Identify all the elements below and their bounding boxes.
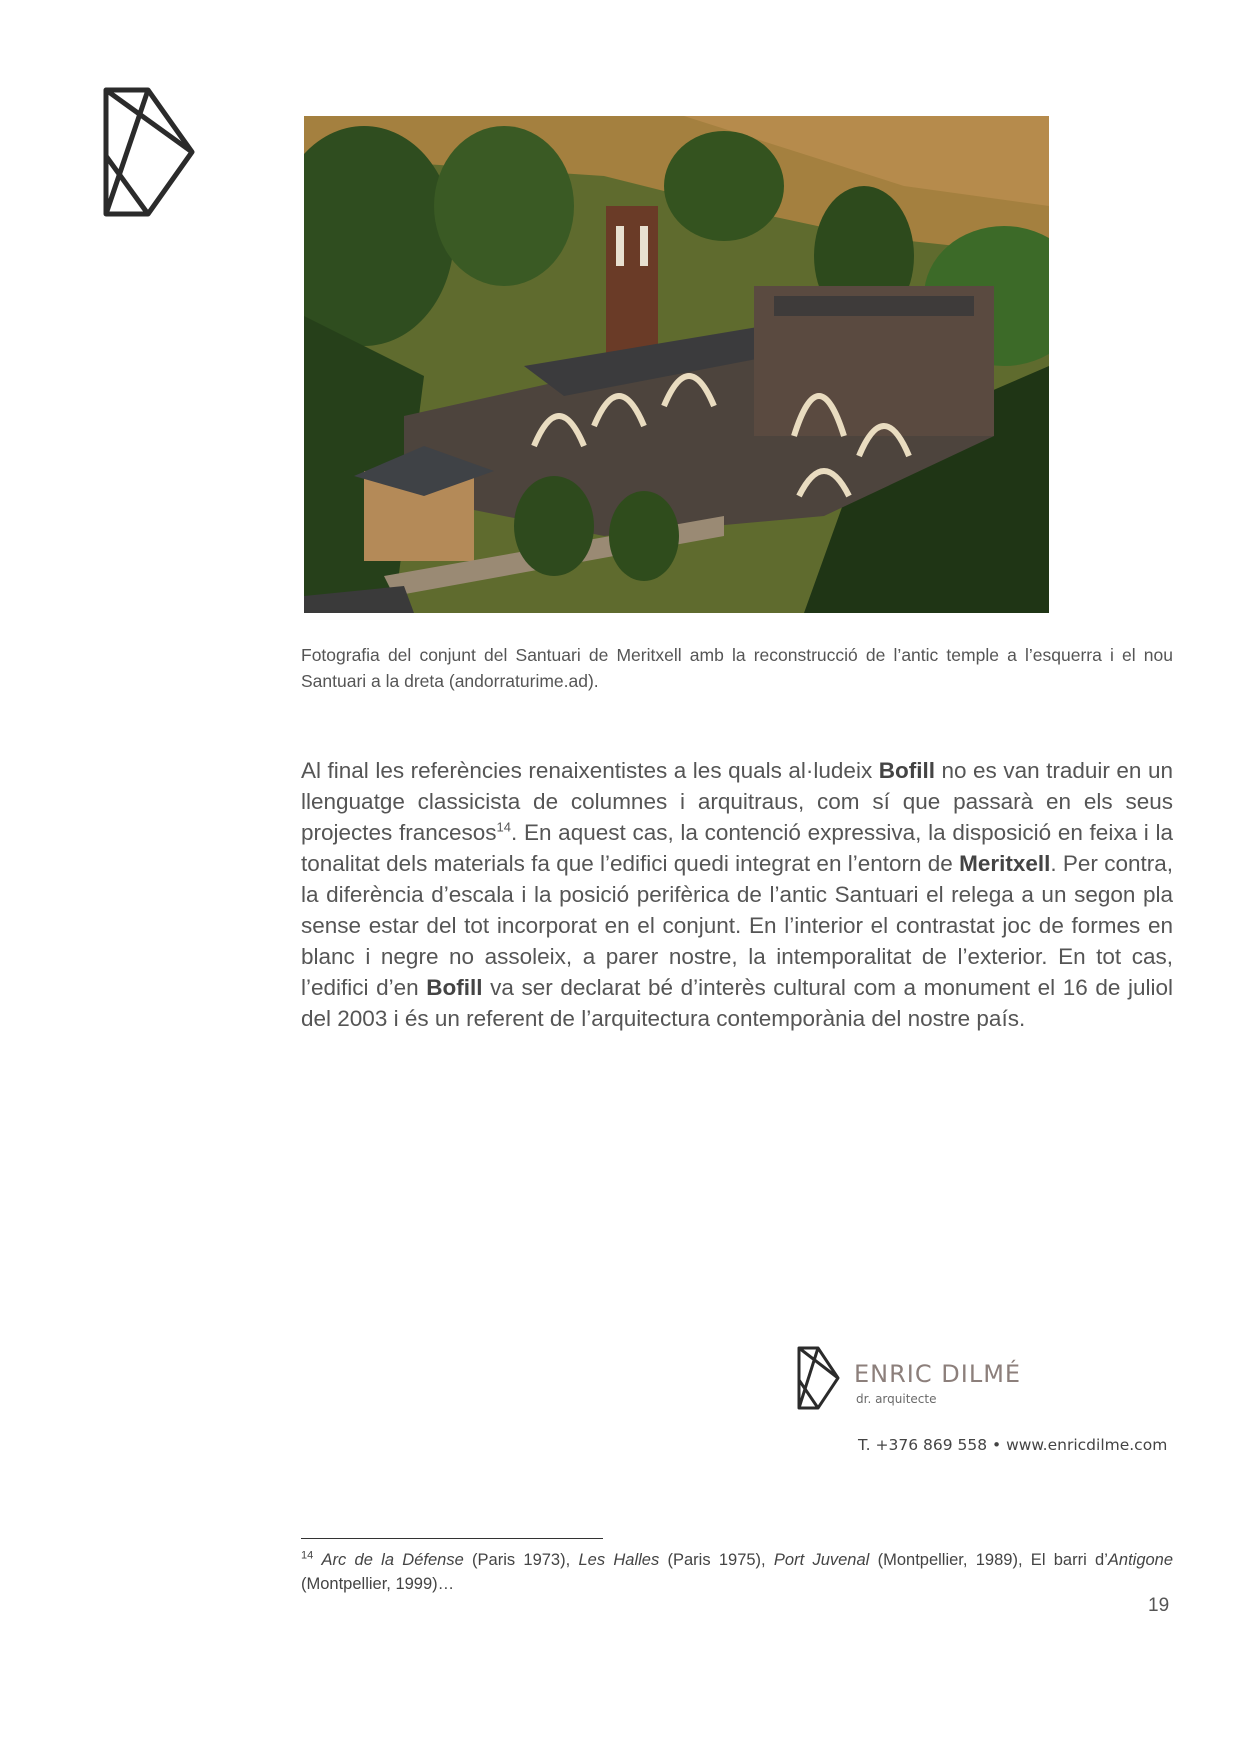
- footnote-text-2: (Paris 1975),: [659, 1551, 774, 1569]
- footnote-title-1: Arc de la Défense: [321, 1551, 464, 1569]
- footnote-title-2: Les Halles: [578, 1551, 660, 1569]
- body-text-4: . Per contra, la diferència d’escala i la posició perifèrica de l’antic Santuari el relega a un segon pla sense estar del tot incorporat en el conjunt. En l’interior el contrastat joc de formes en blanc i negre no assoleix, a parer nostre, la intemporalitat de l’exterior. En tot cas, l’edifici d’en: [301, 851, 1173, 1000]
- body-text-3: . En aquest cas, la contenció expressiva, la disposició en feixa i la tonalitat dels materials fa que l’edifici quedi integrat en l’entorn de: [301, 820, 1173, 876]
- footnote-title-3: Port Juvenal: [773, 1551, 870, 1569]
- footnote-text-3: (Montpellier, 1989), El barri d’: [869, 1551, 1108, 1569]
- sanctuary-photo: [304, 116, 1049, 613]
- footnote-title-4: Antigone: [1107, 1551, 1174, 1569]
- body-text-5: va ser declarat bé d’interès cultural com a monument el 16 de juliol del 2003 i és un referent de l’arquitectura contemporània del nostre país.: [301, 975, 1173, 1031]
- page-number: 19: [1148, 1595, 1170, 1616]
- footnote-text-4: (Montpellier, 1999)…: [301, 1575, 455, 1593]
- body-text-2: no es van traduir en un llenguatge classicista de columnes i arquitraus, com sí que passarà en els seus projectes francesos: [301, 758, 1173, 845]
- place-meritxell: Meritxell: [959, 851, 1051, 876]
- footnote-number: 14: [301, 1549, 314, 1562]
- brand-name: ENRIC DILMÉ: [854, 1360, 1022, 1388]
- brand-block: [796, 1346, 1176, 1456]
- footnote-divider: [301, 1538, 603, 1539]
- footnote: [301, 1548, 1173, 1596]
- brand-contact: T. +376 869 558 • www.enricdilme.com: [858, 1436, 1168, 1454]
- name-bofill-1: Bofill: [878, 758, 935, 783]
- footnote-text-1: (Paris 1973),: [463, 1551, 579, 1569]
- brand-subtitle: dr. arquitecte: [856, 1392, 937, 1406]
- footnote-ref: 14: [496, 819, 512, 835]
- body-text-1: Al final les referències renaixentistes a les quals al·ludeix: [301, 758, 879, 783]
- body-paragraph: [301, 755, 1173, 1034]
- name-bofill-2: Bofill: [426, 975, 483, 1000]
- logo-mark: [100, 86, 196, 218]
- brand-logo-icon: [796, 1346, 840, 1410]
- photo-caption: Fotografia del conjunt del Santuari de Meritxell amb la reconstrucció de l’antic temple a l’esquerra i el nou Santuari a la dreta (andorraturime.ad).: [301, 645, 1173, 691]
